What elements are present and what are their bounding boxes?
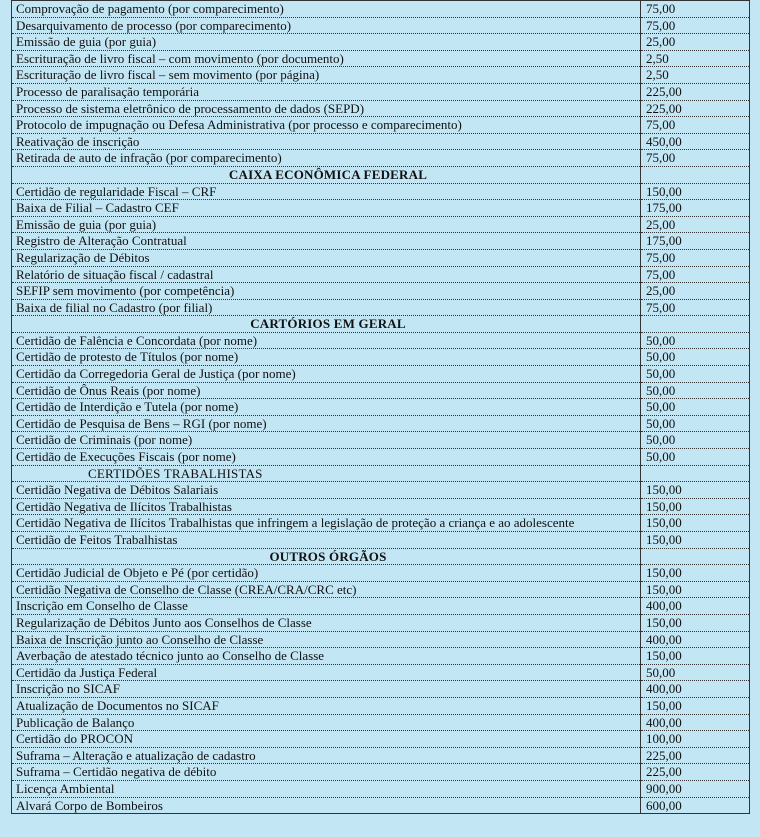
table-row [12,100,750,117]
fee-value: 150,00 [641,183,750,200]
fee-value: 150,00 [641,648,750,665]
service-description: Publicação de Balanço [12,714,641,731]
service-description: Certidão da Corregedoria Geral de Justiça (por nome) [12,366,641,383]
table-row [12,581,750,598]
table-row [12,233,750,250]
service-description: Escrituração de livro fiscal – com movimento (por documento) [12,50,641,67]
service-description: Certidão de regularidade Fiscal – CRF [12,183,641,200]
fee-value: 150,00 [641,498,750,515]
table-row [12,764,750,781]
table-row [12,797,750,814]
fee-value: 150,00 [641,565,750,582]
service-description: Certidão de Falência e Concordata (por nome) [12,332,641,349]
table-row [12,614,750,631]
fee-value: 75,00 [641,299,750,316]
fee-value: 50,00 [641,332,750,349]
fee-value: 2,50 [641,50,750,67]
table-row [12,780,750,797]
table-row [12,664,750,681]
fee-value: 150,00 [641,482,750,499]
service-description: Inscrição em Conselho de Classe [12,598,641,615]
table-row [12,200,750,217]
service-description: Retirada de auto de infração (por comparecimento) [12,150,641,167]
service-description: Certidão da Justiça Federal [12,664,641,681]
table-row [12,449,750,466]
fee-value: 50,00 [641,399,750,416]
fee-value: 50,00 [641,382,750,399]
service-description: Suframa – Alteração e atualização de cadastro [12,747,641,764]
service-description: Regularização de Débitos [12,249,641,266]
table-row [12,366,750,383]
table-row [12,697,750,714]
table-row [12,648,750,665]
table-row [12,482,750,499]
table-row [12,299,750,316]
section-title: CARTÓRIOS EM GERAL [12,316,641,333]
fee-value: 400,00 [641,631,750,648]
fee-value: 75,00 [641,17,750,34]
fee-value: 600,00 [641,797,750,814]
fee-value: 2,50 [641,67,750,84]
table-row [12,17,750,34]
table-row [12,565,750,582]
table-row [12,349,750,366]
service-description: Suframa – Certidão negativa de débito [12,764,641,781]
table-row [12,714,750,731]
fee-value: 150,00 [641,614,750,631]
fee-value: 900,00 [641,780,750,797]
service-description: Certidão de Ônus Reais (por nome) [12,382,641,399]
table-row [12,415,750,432]
service-description: Certidão de Execuções Fiscais (por nome) [12,449,641,466]
table-row [12,67,750,84]
fee-value [641,465,750,482]
table-row [12,183,750,200]
fee-value: 400,00 [641,681,750,698]
service-description: Alvará Corpo de Bombeiros [12,797,641,814]
fee-value: 75,00 [641,1,750,18]
service-description: Certidão de protesto de Títulos (por nome) [12,349,641,366]
service-description: Escrituração de livro fiscal – sem movimento (por página) [12,67,641,84]
service-description: Processo de paralisação temporária [12,83,641,100]
service-description: Processo de sistema eletrônico de processamento de dados (SEPD) [12,100,641,117]
section-header-row [12,548,750,565]
table-row [12,1,750,18]
table-row [12,83,750,100]
table-row [12,382,750,399]
service-description: Baixa de filial no Cadastro (por filial) [12,299,641,316]
fee-value: 75,00 [641,117,750,134]
table-row [12,332,750,349]
fee-value: 225,00 [641,764,750,781]
service-description: Emissão de guia (por guia) [12,216,641,233]
table-row [12,150,750,167]
service-description: Certidão de Pesquisa de Bens – RGI (por nome) [12,415,641,432]
fee-value: 400,00 [641,598,750,615]
table-row [12,498,750,515]
table-row [12,34,750,51]
service-description: Certidão Negativa de Débitos Salariais [12,482,641,499]
service-description: Averbação de atestado técnico junto ao Conselho de Classe [12,648,641,665]
fee-value [641,548,750,565]
service-description: Certidão Negativa de Ilícitos Trabalhistas [12,498,641,515]
service-description: Certidão do PROCON [12,731,641,748]
fee-value: 75,00 [641,266,750,283]
table-row [12,266,750,283]
table-row [12,731,750,748]
section-title: OUTROS ÓRGÃOS [12,548,641,565]
service-description: Licença Ambiental [12,780,641,797]
service-description: Certidão de Feitos Trabalhistas [12,532,641,549]
fee-value [641,316,750,333]
section-title: CERTIDÕES TRABALHISTAS [12,465,641,482]
service-description: Comprovação de pagamento (por comparecimento) [12,1,641,18]
fee-value: 175,00 [641,233,750,250]
service-description: Atualização de Documentos no SICAF [12,697,641,714]
table-row [12,631,750,648]
fee-value: 150,00 [641,581,750,598]
fee-value: 50,00 [641,366,750,383]
service-description: Relatório de situação fiscal / cadastral [12,266,641,283]
fee-value: 50,00 [641,449,750,466]
service-description: Certidão de Criminais (por nome) [12,432,641,449]
service-description: Certidão Negativa de Conselho de Classe (CREA/CRA/CRC etc) [12,581,641,598]
fee-value: 50,00 [641,349,750,366]
service-description: Desarquivamento de processo (por comparecimento) [12,17,641,34]
table-row [12,681,750,698]
service-description: Registro de Alteração Contratual [12,233,641,250]
service-description: Inscrição no SICAF [12,681,641,698]
fee-value: 225,00 [641,747,750,764]
table-row [12,515,750,532]
section-header-row [12,166,750,183]
fee-table [11,0,750,814]
service-description: Certidão de Interdição e Tutela (por nome) [12,399,641,416]
fee-value: 50,00 [641,432,750,449]
fee-value: 450,00 [641,133,750,150]
fee-value: 50,00 [641,664,750,681]
section-header-row [12,316,750,333]
fee-value: 75,00 [641,249,750,266]
table-row [12,117,750,134]
fee-value: 175,00 [641,200,750,217]
table-row [12,283,750,300]
service-description: Emissão de guia (por guia) [12,34,641,51]
table-row [12,50,750,67]
service-description: Regularização de Débitos Junto aos Conselhos de Classe [12,614,641,631]
table-row [12,747,750,764]
fee-value: 150,00 [641,532,750,549]
fee-value: 150,00 [641,697,750,714]
service-description: Certidão Negativa de Ilícitos Trabalhistas que infringem a legislação de proteção a criança e ao adolescente [12,515,641,532]
fee-value: 75,00 [641,150,750,167]
service-description: SEFIP sem movimento (por competência) [12,283,641,300]
section-header-row [12,465,750,482]
table-row [12,133,750,150]
service-description: Reativação de inscrição [12,133,641,150]
table-row [12,399,750,416]
fee-value: 150,00 [641,515,750,532]
service-description: Protocolo de impugnação ou Defesa Administrativa (por processo e comparecimento) [12,117,641,134]
fee-value: 25,00 [641,34,750,51]
fee-value: 50,00 [641,415,750,432]
fee-value: 225,00 [641,83,750,100]
service-description: Baixa de Filial – Cadastro CEF [12,200,641,217]
service-description: Certidão Judicial de Objeto e Pé (por certidão) [12,565,641,582]
table-row [12,598,750,615]
fee-value: 25,00 [641,283,750,300]
fee-value: 25,00 [641,216,750,233]
table-row [12,432,750,449]
fee-value: 400,00 [641,714,750,731]
fee-table-body [12,1,750,814]
table-row [12,532,750,549]
fee-value [641,166,750,183]
fee-value: 225,00 [641,100,750,117]
table-row [12,216,750,233]
table-row [12,249,750,266]
section-title: CAIXA ECONÔMICA FEDERAL [12,166,641,183]
fee-value: 100,00 [641,731,750,748]
service-description: Baixa de Inscrição junto ao Conselho de Classe [12,631,641,648]
